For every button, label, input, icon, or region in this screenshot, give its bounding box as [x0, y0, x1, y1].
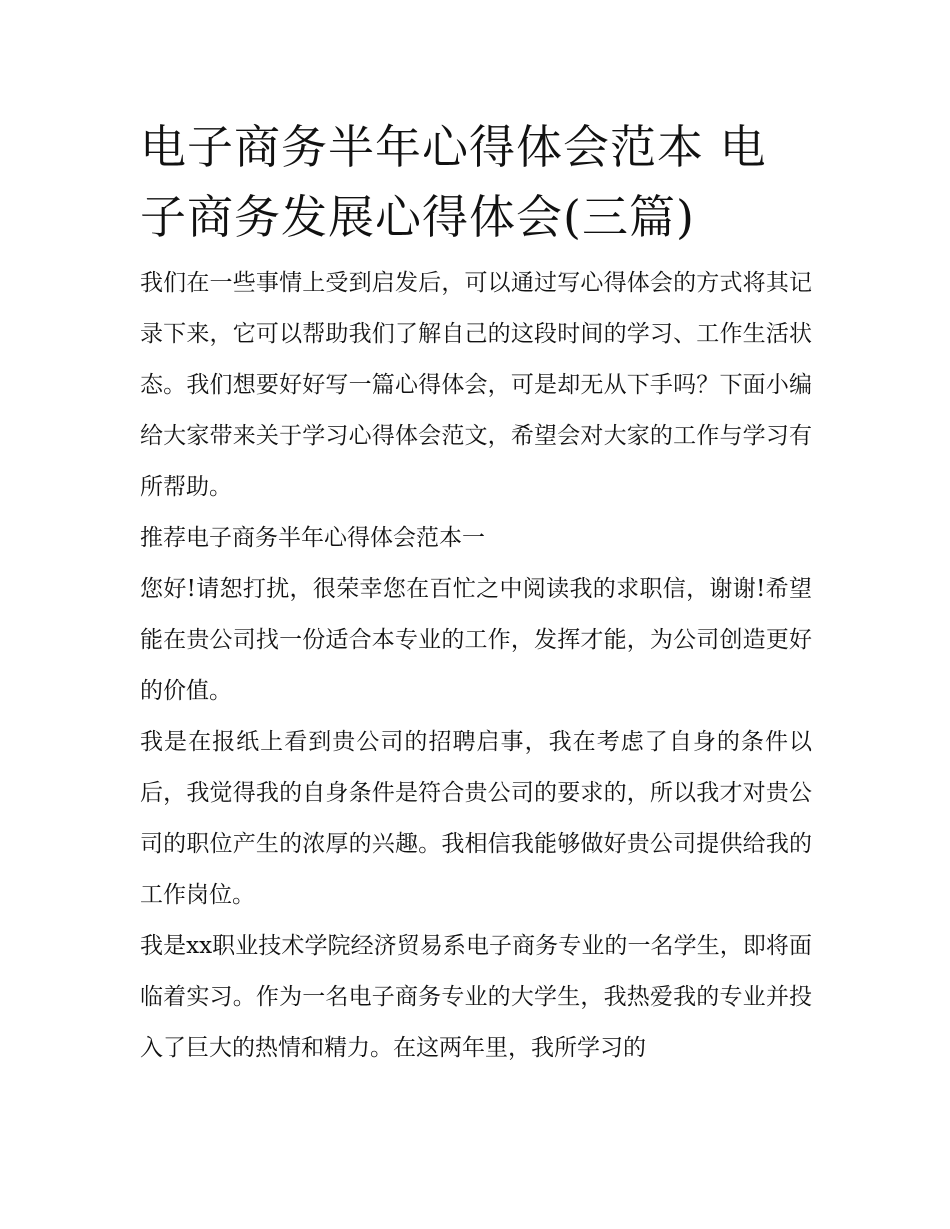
document-title: 电子商务半年心得体会范本 电子商务发展心得体会(三篇) — [140, 120, 767, 244]
paragraph-background: 我是xx职业技术学院经济贸易系电子商务专业的一名学生，即将面临着实习。作为一名电子商务专业的大学生，我热爱我的专业并投入了巨大的热情和精力。在这两年里，我所学习的 — [140, 933, 812, 1061]
section-heading: 推荐电子商务半年心得体会范本一 — [140, 525, 485, 551]
paragraph-intro: 我们在一些事情上受到启发后，可以通过写心得体会的方式将其记录下来，它可以帮助我们了解自己的这段时间的学习、工作生活状态。我们想要好好写一篇心得体会，可是却无从下手吗？下面小编给大家带来关于学习心得体会范文，希望会对大家的工作与学习有所帮助。 — [140, 270, 812, 500]
paragraph-motivation: 我是在报纸上看到贵公司的招聘启事，我在考虑了自身的条件以后，我觉得我的自身条件是符合贵公司的要求的，所以我才对贵公司的职位产生的浓厚的兴趣。我相信我能够做好贵公司提供给我的工作岗位。 — [140, 729, 812, 908]
paragraph-greeting: 您好!请恕打扰，很荣幸您在百忙之中阅读我的求职信，谢谢!希望能在贵公司找一份适合本专业的工作，发挥才能，为公司创造更好的价值。 — [140, 576, 812, 704]
document-body — [140, 112, 812, 1074]
